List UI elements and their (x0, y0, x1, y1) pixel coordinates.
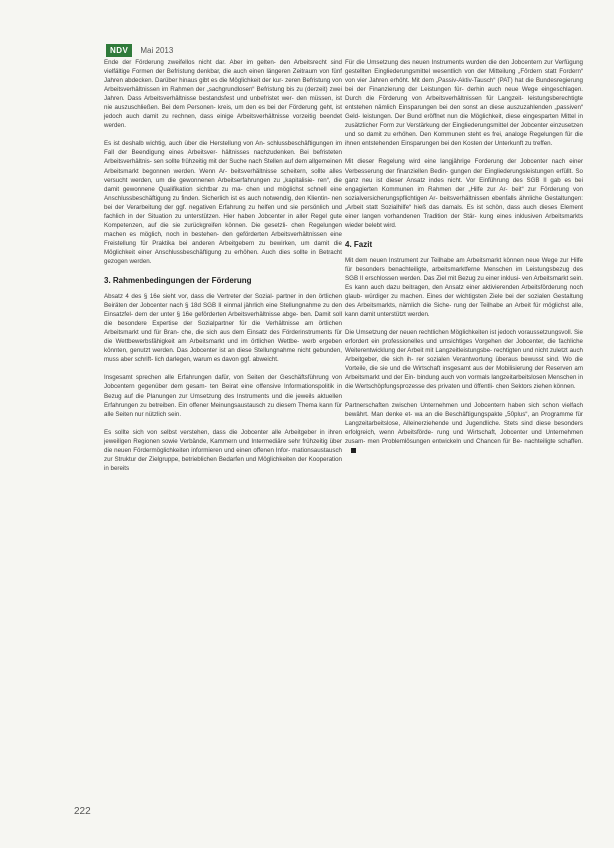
paragraph: Insgesamt sprechen alle Erfahrungen dafür, von Seiten der Geschäftsführung von Jobcentern gegenüber dem gesam- ten Beirat eine offensive Informationspolitik in Bezug auf die Planungen zur Umsetzung des Instruments und die jeweils aktuellen Erfahrungen zu betreiben. Ein offener Meinungsaustausch zu diesem Thema kann für alle Seiten nur nützlich sein. (104, 374, 342, 418)
page-number: 222 (74, 806, 91, 817)
paragraph (345, 401, 583, 455)
section-heading: 4. Fazit (345, 239, 373, 249)
section-heading: 3. Rahmenbedingungen der Förderung (104, 276, 252, 286)
paragraph: Für die Umsetzung des neuen Instruments wurden die den Jobcentern zur Verfügung gestellten Eingliederungsmittel wesentlich von der Mitteilung „Fördern statt Fordern“ von vier Jahren erhöht. Mit dem „Passiv-Aktiv-Tausch“ (PAT) hat die Bundesregierung bei der Finanzierung der Leistungen für- derhin auch neue Wege eingeschlagen. Durch die Förderung von Arbeitsverhältnissen für Langzeit- leistungsberechtigte entstehen nämlich Einsparungen bei den sonst an diese auszuzahlenden „passiven“ Geld- leistungen. Der Bund eröffnet nun die Möglichkeit, diese eingesparten Mittel in zusätzlicher Form zur Verstärkung der Eingliederungsmittel der Jobcenter einzusetzen und so damit zu erhöhen. Den Kommunen steht es frei, analoge Regelungen für die ihnen entstehenden Einsparungen bei den Kosten der Unterkunft zu treffen. (345, 59, 583, 148)
paragraph: Die Umsetzung der neuen rechtlichen Möglichkeiten ist jedoch voraussetzungsvoll. Sie erfordert ein professionelles und umsichtiges Vorgehen der Jobcenter, die fachliche Weiterentwicklung der Arbeit mit Langzeitleistungsbe- rechtigten und nicht zuletzt auch Arbeitgeber, die sich ih- rer sozialen Verantwortung überaus bewusst sind. Wo die Vorteile, die sie und die Wirtschaft insgesamt aus der Mobilisierung der Reserven am Arbeitsmarkt und der Ein- bindung auch von vormals langzeitarbeitslosen Menschen in die Wertschöpfungsprozesse des privaten und öffentli- chen Sektors ziehen können. (345, 329, 583, 391)
paragraph: Ende der Förderung zweifellos nicht dar. Aber im gelten- den Arbeitsrecht sind vielfältige Formen der Befristung denkbar, die auch einen längeren Zeitraum von fünf Jahren abdecken. Darüber hinaus gibt es die Möglichkeit der kur- zeren Befristung von Arbeitsverhältnissen im Rahmen der „sachgrundlosen“ Befristung bis zu (derzeit) zwei Jahren. Dass Arbeitsverhältnisse bestandsfest und unbefristet wer- den müssen, ist nie auszuschließen. Bei dem Personen- kreis, um den es bei der Förderung geht, ist jedoch auch damit zu rechnen, dass einige Arbeitsverhältnisse vorzeitig beendet werden. (104, 59, 342, 130)
paragraph: Absatz 4 des § 16e sieht vor, dass die Vertreter der Sozial- partner in den örtlichen Beiräten der Jobcenter nach § 18d SGB II einmal jährlich eine Stellungnahme zu den Einsatzfel- dern der unter § 16e geförderten Arbeitsverhältnisse abge- ben. Damit soll die besondere Expertise der Sozialpartner für die Verhältnisse am örtlichen Arbeitsmarkt und für Bran- che, die sich aus dem Einsatz des Förderinstruments für die Wettbewerbsfähigkeit am Arbeitsmarkt und im örtlichen Wettbe- werb ergeben könnten, genutzt werden. Das Jobcenter ist an diese Stellungnahme nicht gebunden, muss aber schrift- lich darlegen, warum es davon ggf. abweicht. (104, 293, 342, 364)
end-of-article-mark (351, 448, 356, 453)
paragraph: Mit dem neuen Instrument zur Teilhabe am Arbeitsmarkt können neue Wege zur Hilfe für besonders benachteiligte, arbeitsmarktferne Menschen im Leistungsbezug des SGB II erschlossen werden. Das Ziel mit Bezug zu einer inklusi- ven Arbeitsmarkt sein. Es kann auch dazu beitragen, den Ansatz einer aktivierenden Arbeitsförderung noch glaub- würdiger zu machen. Eines der wichtigsten Ziele bei der sozialen Gestaltung des Arbeitsmarkts, nämlich die Siche- rung der Teilhabe an Arbeit für möglichst alle, kann damit unterstützt werden. (345, 256, 583, 319)
journal-badge: NDV (106, 44, 132, 57)
paragraph: Es ist deshalb wichtig, auch über die Herstellung von An- schlussbeschäftigungen im Fall der Beendigung eines Arbeitsver- hältnisses nachzudenken. Bei befristeten Arbeitsverhältnis- sen sollte frühzeitig mit der Suche nach Stellen auf dem allgemeinen Arbeitsmarkt begonnen werden. Wenn Ar- beitsverhältnisse scheitern, sollte alles versucht werden, um die gewonnenen Arbeitserfahrungen zu „kapitalisie- ren“, die damit gewonnene Qualifikation sichtbar zu ma- chen und möglichst schnell eine Anschlussbeschäftigung zu finden. Sicherlich ist es auch notwendig, den Klientin- nen bei der Verarbeitung der ggf. negativen Erfahrung zu helfen und sie persönlich und fachlich in der Situation zu unterstützen. Hier haben Jobcenter in aller Regel gute Kompetenzen, auf die sie zurückgreifen können. Die gesetzli- chen Regelungen machen es möglich, noch in bestehen- den geförderten Arbeitsverhältnissen eine Freistellung für Praktika bei anderen Arbeitgebern zu bewirken, um damit die Möglichkeit einer Anschlussbeschäftigung zu erhöhen. Auch dies sollte in Betracht gezogen werden. (104, 140, 342, 265)
paragraph-text: Partnerschaften zwischen Unternehmen und Jobcentern haben sich schon vielfach bewährt. Man denke et- wa an die Beschäftigungspakte „50plus“, an Programme für Langzeitarbeitslose, Alleinerziehende und Jugendliche. Stets sind diese besonders erfolgreich, wenn Arbeitsförde- rung und Wirtschaft, Jobcenter und Unternehmen zusam- men Problemlösungen entwickeln und Chancen für Be- nachteiligte schaffen. (345, 401, 583, 445)
page-header (106, 44, 173, 57)
paragraph: Es sollte sich von selbst verstehen, dass die Jobcenter alle Arbeitgeber in ihren jeweiligen Regionen sowie Verbände, Kammern und Intermediäre sehr frühzeitig über die neuen Fördermöglichkeiten informieren und einen offenen Infor- mationsaustausch zur Struktur der Zielgruppe, betrieblichen Bedarfen und Möglichkeiten der Kooperation in bereits (104, 428, 342, 472)
right-column (345, 58, 583, 464)
left-column (104, 58, 342, 482)
paragraph: Mit dieser Regelung wird eine langjährige Forderung der Jobcenter nach einer Verbesserung der finanziellen Bedin- gungen der Eingliederungsleistungen erfüllt. So ganz neu ist dieser Ansatz indes nicht. Vor Einführung des SGB II gab es bei engagierten Kommunen im Rahmen der „Hilfe zur Ar- beit“ zur Förderung von sozialversicherungspflichtigen Ar- beitsverhältnissen ebenfalls ähnliche Gestaltungen: „Arbeit statt Sozialhilfe“ hieß das damals. Es ist schön, dass auch dieses Element einer langen vorhandenen Tradition der Stär- kung eines inklusiven Arbeitsmarkts wieder belebt wird. (345, 158, 583, 229)
issue-date: Mai 2013 (140, 46, 174, 55)
